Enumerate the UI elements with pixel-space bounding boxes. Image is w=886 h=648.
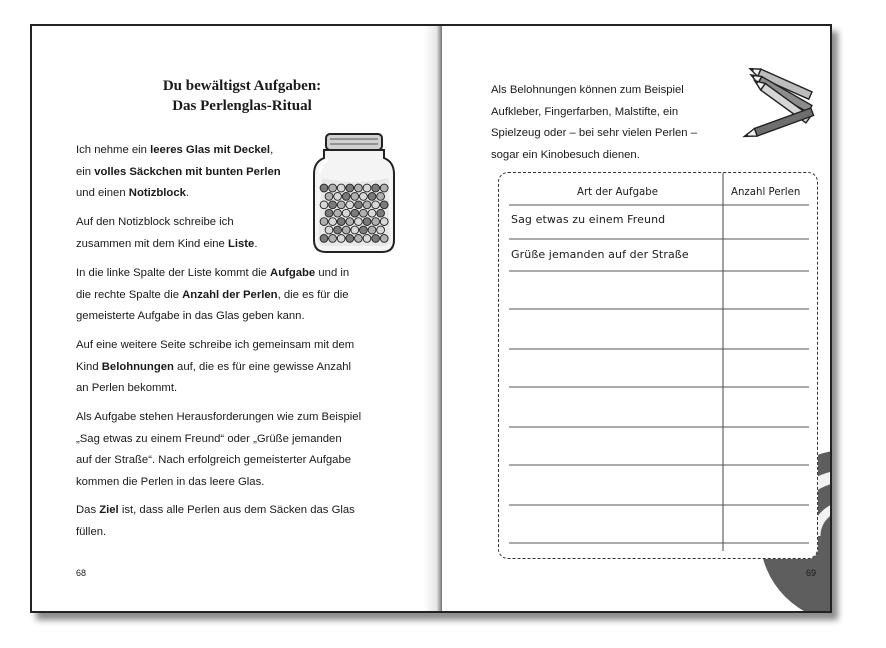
text-run: . — [185, 187, 190, 199]
bead — [337, 201, 345, 209]
bead — [351, 193, 359, 201]
bead — [346, 184, 354, 192]
bead — [325, 209, 333, 217]
bead — [346, 218, 354, 226]
bead — [368, 193, 376, 201]
paragraph-materials — [76, 140, 281, 205]
paragraph-goal — [76, 500, 355, 543]
bead — [351, 209, 359, 217]
paragraph-notepad — [76, 212, 257, 255]
page-number-right: 69 — [806, 568, 817, 578]
bead — [372, 184, 380, 192]
bead — [355, 218, 363, 226]
bead — [368, 209, 376, 217]
bead — [334, 193, 342, 201]
bead — [377, 193, 385, 201]
page-number-left: 68 — [76, 568, 87, 578]
intro-line: Als Belohnungen können zum Beispiel — [491, 84, 684, 96]
bead — [342, 209, 350, 217]
rewards-intro — [491, 80, 761, 166]
bold-text: Aufgabe — [270, 267, 316, 279]
bead — [372, 235, 380, 243]
bead — [377, 226, 385, 234]
text-run: Auf den Notizblock schreibe ich — [76, 216, 234, 228]
bead — [377, 209, 385, 217]
bead — [334, 226, 342, 234]
text-run: , — [270, 144, 274, 156]
header-task-type: Art der Aufgabe — [577, 187, 659, 198]
text-run: kommen die Perlen in das leere Glas. — [76, 475, 265, 488]
text-run: . — [254, 237, 258, 250]
bold-text: Liste — [227, 237, 255, 250]
text-run: füllen. — [76, 525, 107, 538]
bold-text: leeres Glas mit Deckel — [150, 144, 271, 156]
text-run: und einen — [76, 187, 129, 199]
bead — [320, 201, 328, 209]
text-run: Ich nehme ein — [76, 144, 151, 156]
intro-line: Spielzeug oder – bei sehr vielen Perlen – — [491, 127, 697, 139]
bead — [329, 201, 337, 209]
text-run: Kind — [76, 360, 102, 373]
bead — [355, 235, 363, 243]
title-line-1: Du bewältigst Aufgaben: — [162, 78, 322, 94]
text-run: und in — [315, 267, 350, 279]
bead — [342, 226, 350, 234]
paragraph-rewards — [76, 335, 354, 400]
bead — [363, 218, 371, 226]
text-run: zusammen mit dem Kind eine — [76, 237, 228, 250]
text-run: ist, dass alle Perlen aus dem Säcken das Glas — [118, 504, 355, 516]
right-page — [442, 26, 830, 611]
text-run: , die es für die — [277, 288, 349, 301]
bead — [355, 184, 363, 192]
bold-text: Ziel — [99, 504, 119, 516]
paragraph-columns — [76, 263, 349, 328]
page-title — [92, 76, 392, 116]
bead — [372, 218, 380, 226]
text-run: Als Aufgabe stehen Herausforderungen wie zum Beispiel — [76, 411, 362, 423]
text-run: „Sag etwas zu einem Freund“ oder „Grüße jemanden — [76, 432, 342, 445]
left-page — [32, 26, 442, 611]
bead — [360, 226, 368, 234]
bold-text: volles Säckchen mit bunten Perlen — [94, 165, 281, 178]
bold-text: Anzahl der Perlen — [182, 288, 278, 301]
paragraph-tasks — [76, 407, 361, 493]
table-cell-task: Sag etwas zu einem Freund — [511, 213, 666, 226]
bead — [351, 226, 359, 234]
text-run: Auf eine weitere Seite schreibe ich gemeinsam mit dem — [76, 339, 355, 351]
bead — [320, 235, 328, 243]
table-grid — [499, 173, 817, 558]
bead — [346, 201, 354, 209]
bead — [363, 201, 371, 209]
bead — [320, 184, 328, 192]
bead — [337, 235, 345, 243]
bead — [325, 226, 333, 234]
bead — [320, 218, 328, 226]
bead — [372, 201, 380, 209]
bead — [363, 184, 371, 192]
task-table — [498, 172, 818, 559]
bead — [380, 184, 388, 192]
table-cell-task: Grüße jemanden auf der Straße — [511, 248, 689, 261]
text-run: auf, die es für eine gewisse Anzahl — [173, 360, 352, 373]
bead — [368, 226, 376, 234]
text-run: an Perlen bekommt. — [76, 382, 178, 394]
header-bead-count: Anzahl Perlen — [731, 187, 801, 198]
bead — [329, 218, 337, 226]
text-run: In die linke Spalte der Liste kommt die — [76, 267, 271, 279]
bead — [337, 184, 345, 192]
bead — [329, 184, 337, 192]
intro-line: sogar ein Kinobesuch dienen. — [491, 148, 640, 161]
bead — [355, 201, 363, 209]
bead — [380, 218, 388, 226]
text-run: die rechte Spalte die — [76, 288, 183, 301]
bead — [346, 235, 354, 243]
title-line-2: Das Perlenglas-Ritual — [172, 98, 312, 114]
intro-line: Aufkleber, Fingerfarben, Malstifte, ein — [491, 105, 679, 118]
bead — [380, 235, 388, 243]
bead — [325, 193, 333, 201]
text-run: Das — [76, 504, 100, 516]
bead — [337, 218, 345, 226]
bead — [329, 235, 337, 243]
bold-text: Notizblock — [128, 187, 186, 199]
pencils-illustration — [734, 66, 830, 138]
bead — [363, 235, 371, 243]
bead — [380, 201, 388, 209]
bead — [342, 193, 350, 201]
text-run: gemeisterte Aufgabe in das Glas geben kann. — [76, 310, 305, 322]
bead — [334, 209, 342, 217]
bead — [360, 209, 368, 217]
bold-text: Belohnungen — [101, 360, 174, 373]
text-run: ein — [76, 165, 95, 178]
text-run: auf der Straße“. Nach erfolgreich gemeisterter Aufgabe — [76, 454, 352, 466]
bead — [360, 193, 368, 201]
book-spread — [30, 24, 832, 613]
bead-jar-illustration — [312, 132, 398, 256]
